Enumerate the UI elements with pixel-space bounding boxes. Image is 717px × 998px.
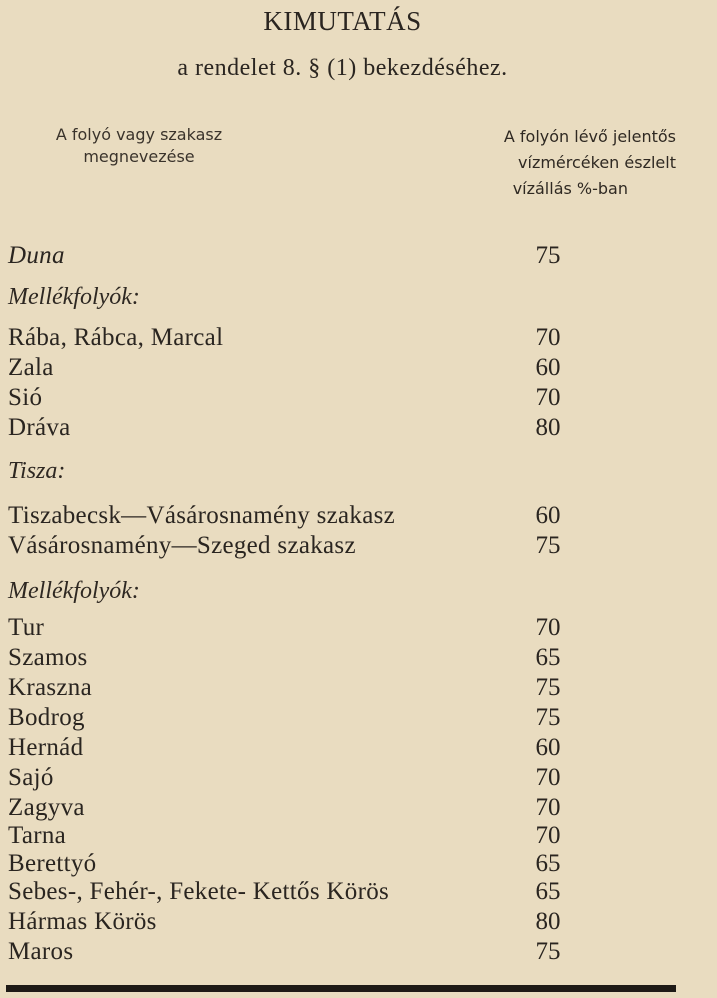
table-row xyxy=(8,704,568,734)
table-row xyxy=(8,384,568,414)
river-name: Vásárosnamény—Szeged szakasz xyxy=(8,532,356,559)
water-level-value: 65 xyxy=(535,878,561,905)
water-level-value: 70 xyxy=(535,614,561,641)
table-row xyxy=(8,614,568,644)
column-header-river xyxy=(8,124,270,168)
water-level-value: 75 xyxy=(535,938,561,965)
water-level-value: 65 xyxy=(535,850,561,877)
tisza-tributaries-heading: Mellékfolyók: xyxy=(8,578,140,604)
document-title: KIMUTATÁS xyxy=(263,6,422,36)
table-row xyxy=(8,532,568,562)
river-name: Hernád xyxy=(8,734,84,761)
column-header-river-line1: A folyó vagy szakasz xyxy=(55,125,223,144)
column-header-level-line3: vízállás %-ban xyxy=(512,179,628,198)
river-name: Dráva xyxy=(8,414,71,441)
river-name: Tur xyxy=(8,614,45,641)
table-row xyxy=(8,764,568,794)
table-row xyxy=(8,850,568,880)
water-level-value: 60 xyxy=(535,354,561,381)
bottom-rule xyxy=(6,985,676,992)
water-level-value: 70 xyxy=(535,324,561,351)
river-name: Rába, Rábca, Marcal xyxy=(8,324,224,351)
water-level-value: 70 xyxy=(535,794,561,821)
water-level-value: 70 xyxy=(535,384,561,411)
water-level-value: 60 xyxy=(535,734,561,761)
table-row xyxy=(8,502,568,532)
water-level-value: 75 xyxy=(535,704,561,731)
table-row xyxy=(8,822,568,852)
river-name: Hármas Körös xyxy=(8,908,157,935)
water-level-value: 70 xyxy=(535,764,561,791)
table-row xyxy=(8,324,568,354)
table-row xyxy=(8,644,568,674)
duna-name: Duna xyxy=(8,242,65,269)
table-row xyxy=(8,414,568,444)
column-header-level xyxy=(404,124,676,202)
river-name: Sió xyxy=(8,384,43,411)
river-name: Kraszna xyxy=(8,674,92,701)
river-name: Zagyva xyxy=(8,794,85,821)
water-level-value: 70 xyxy=(535,822,561,849)
table-row xyxy=(8,354,568,384)
river-name: Szamos xyxy=(8,644,88,671)
table-row xyxy=(8,938,568,968)
river-name: Tarna xyxy=(8,822,67,849)
column-header-river-line2: megnevezése xyxy=(83,147,195,166)
column-header-level-line2: vízmércéken észlelt xyxy=(518,153,676,172)
table-row xyxy=(8,674,568,704)
duna-tributaries-heading: Mellékfolyók: xyxy=(8,284,140,310)
water-level-value: 60 xyxy=(535,502,561,529)
table-row xyxy=(8,878,568,908)
water-level-value: 75 xyxy=(535,532,561,559)
river-name: Maros xyxy=(8,938,74,965)
document-subtitle: a rendelet 8. § (1) bekezdéséhez. xyxy=(177,55,508,81)
water-level-value: 80 xyxy=(535,908,561,935)
duna-value: 75 xyxy=(535,242,561,269)
table-row xyxy=(8,794,568,824)
table-row xyxy=(8,908,568,938)
water-level-value: 65 xyxy=(535,644,561,671)
tisza-heading: Tisza: xyxy=(8,458,66,484)
river-name: Sajó xyxy=(8,764,54,791)
river-name: Bodrog xyxy=(8,704,85,731)
column-header-level-line1: A folyón lévő jelentős xyxy=(503,127,676,146)
table-row xyxy=(8,734,568,764)
water-level-value: 75 xyxy=(535,674,561,701)
river-name: Sebes-, Fehér-, Fekete- Kettős Körös xyxy=(8,878,390,905)
water-level-value: 80 xyxy=(535,414,561,441)
river-name: Tiszabecsk—Vásárosnamény szakasz xyxy=(8,502,396,529)
river-name: Berettyó xyxy=(8,850,97,877)
river-name: Zala xyxy=(8,354,54,381)
duna-row xyxy=(8,242,568,272)
